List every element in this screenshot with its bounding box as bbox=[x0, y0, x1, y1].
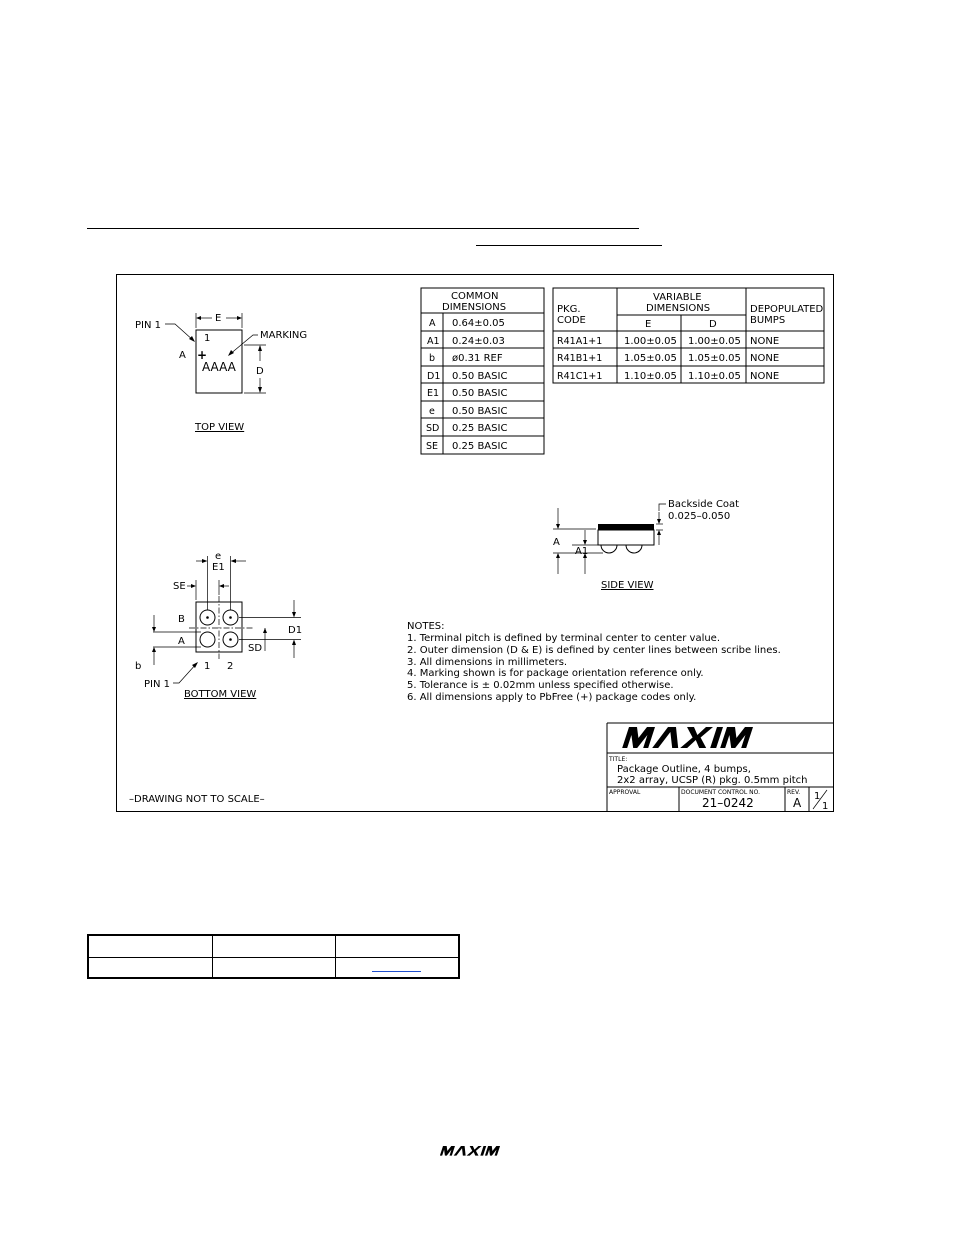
top-rule-long bbox=[87, 228, 639, 229]
variable-row-e: 1.10±0.05 bbox=[624, 371, 677, 382]
common-row-val: 0.25 BASIC bbox=[452, 441, 508, 452]
revision-table-header-row bbox=[89, 936, 458, 958]
variable-row-d: 1.00±0.05 bbox=[688, 336, 741, 347]
note-item: 6. All dimensions apply to PbFree (+) package codes only. bbox=[407, 692, 697, 703]
title-line2: 2x2 array, UCSP (R) pkg. 0.5mm pitch bbox=[617, 775, 808, 786]
bottom-view-col2-label: 2 bbox=[227, 661, 234, 672]
common-row-val: 0.64±0.05 bbox=[452, 318, 505, 329]
variable-col-e: E bbox=[645, 319, 652, 330]
bottom-view-b-label: b bbox=[135, 661, 142, 672]
common-row-sym: b bbox=[429, 353, 436, 364]
doc-control-label: DOCUMENT CONTROL NO. bbox=[681, 789, 761, 796]
sheet-denominator: 1 bbox=[822, 801, 829, 811]
sheet-numerator: 1 bbox=[814, 791, 821, 802]
bottom-view-pin1-label: PIN 1 bbox=[144, 679, 171, 690]
common-row-val: 0.50 BASIC bbox=[452, 388, 508, 399]
common-row-val: 0.50 BASIC bbox=[452, 371, 508, 382]
rev-value: A bbox=[793, 796, 802, 810]
common-row-sym: E1 bbox=[427, 388, 440, 399]
revision-link[interactable] bbox=[372, 971, 421, 972]
note-item: 1. Terminal pitch is defined by terminal center to center value. bbox=[407, 633, 721, 644]
depop-header-line2: BUMPS bbox=[750, 315, 786, 326]
revision-table bbox=[87, 934, 460, 979]
common-row-val: 0.24±0.03 bbox=[452, 336, 505, 347]
common-header-line1: COMMON bbox=[451, 291, 499, 302]
common-row-val: ø0.31 REF bbox=[452, 353, 503, 364]
variable-row-d: 1.10±0.05 bbox=[688, 371, 741, 382]
bottom-view-e1-label: E1 bbox=[212, 562, 225, 573]
side-view-title: SIDE VIEW bbox=[601, 580, 654, 591]
scale-note: –DRAWING NOT TO SCALE– bbox=[129, 794, 265, 805]
notes-heading: NOTES: bbox=[407, 621, 445, 632]
common-row-sym: SD bbox=[426, 423, 440, 434]
variable-row-bumps: NONE bbox=[750, 371, 780, 382]
common-header-line2: DIMENSIONS bbox=[442, 302, 507, 313]
variable-row-d: 1.05±0.05 bbox=[688, 353, 741, 364]
bottom-view-col1-label: 1 bbox=[204, 661, 211, 672]
maxim-logo-icon bbox=[622, 727, 753, 748]
doc-control-number: 21–0242 bbox=[702, 796, 754, 810]
title-line1: Package Outline, 4 bumps, bbox=[617, 764, 751, 775]
backside-coat-value: 0.025–0.050 bbox=[668, 511, 731, 522]
variable-pkg-line2: CODE bbox=[557, 315, 586, 326]
note-item: 2. Outer dimension (D & E) is defined by center lines between scribe lines. bbox=[407, 645, 781, 656]
note-item: 3. All dimensions in millimeters. bbox=[407, 657, 568, 668]
common-row-sym: A bbox=[429, 318, 436, 329]
bottom-view-row-b-label: B bbox=[178, 614, 185, 625]
variable-row-code: R41C1+1 bbox=[557, 371, 603, 382]
backside-coat-label: Backside Coat bbox=[668, 499, 740, 510]
revision-table-divider bbox=[335, 936, 336, 977]
common-row-sym: A1 bbox=[427, 336, 440, 347]
bottom-view bbox=[135, 551, 302, 700]
variable-row-code: R41B1+1 bbox=[557, 353, 603, 364]
bottom-view-e-label: e bbox=[215, 551, 222, 562]
top-view-d-label: D bbox=[256, 366, 264, 377]
package-drawing bbox=[116, 274, 834, 812]
marking-label: MARKING bbox=[260, 330, 308, 341]
variable-pkg-line1: PKG. bbox=[557, 304, 581, 315]
variable-row-bumps: NONE bbox=[750, 353, 780, 364]
common-dimensions-table bbox=[421, 288, 544, 454]
common-row-sym: e bbox=[429, 406, 435, 417]
depop-header-line1: DEPOPULATED bbox=[750, 304, 824, 315]
variable-row-e: 1.05±0.05 bbox=[624, 353, 677, 364]
common-row-val: 0.50 BASIC bbox=[452, 406, 508, 417]
side-view-a1-label: A1 bbox=[575, 546, 589, 557]
variable-row-e: 1.00±0.05 bbox=[624, 336, 677, 347]
pin1-plus-icon: + bbox=[197, 348, 208, 362]
title-block bbox=[607, 723, 833, 811]
approval-label: APPROVAL bbox=[609, 789, 641, 796]
variable-row-code: R41A1+1 bbox=[557, 336, 603, 347]
bottom-view-row-a-label: A bbox=[178, 636, 185, 647]
note-item: 4. Marking shown is for package orientation reference only. bbox=[407, 668, 704, 679]
top-view-title: TOP VIEW bbox=[195, 422, 245, 433]
top-view-pin1-number: 1 bbox=[204, 333, 211, 344]
bottom-view-se-label: SE bbox=[173, 581, 186, 592]
rev-label: REV. bbox=[787, 789, 801, 796]
footer-maxim-logo-icon bbox=[440, 1145, 504, 1159]
bottom-view-sd-label: SD bbox=[248, 643, 263, 654]
common-row-val: 0.25 BASIC bbox=[452, 423, 508, 434]
note-item: 5. Tolerance is ± 0.02mm unless specified otherwise. bbox=[407, 680, 674, 691]
top-view-pin1-label: PIN 1 bbox=[135, 320, 162, 331]
top-view bbox=[135, 313, 307, 433]
side-view bbox=[553, 499, 739, 591]
notes bbox=[407, 621, 781, 703]
marking-text: AAAA bbox=[202, 360, 236, 374]
top-view-row-a-label: A bbox=[179, 350, 186, 361]
variable-col-d: D bbox=[709, 319, 717, 330]
variable-dimensions-table bbox=[553, 288, 824, 383]
title-label: TITLE: bbox=[609, 756, 628, 763]
variable-header-line2: DIMENSIONS bbox=[646, 303, 711, 314]
variable-header-line1: VARIABLE bbox=[653, 292, 702, 303]
variable-row-bumps: NONE bbox=[750, 336, 780, 347]
bottom-view-d1-label: D1 bbox=[288, 625, 303, 636]
bottom-view-title: BOTTOM VIEW bbox=[184, 689, 257, 700]
common-row-sym: D1 bbox=[427, 371, 441, 382]
revision-table-divider bbox=[212, 936, 213, 977]
top-view-e-label: E bbox=[215, 313, 222, 324]
common-row-sym: SE bbox=[426, 441, 439, 452]
side-view-a-label: A bbox=[553, 537, 560, 548]
top-rule-short bbox=[476, 245, 662, 246]
